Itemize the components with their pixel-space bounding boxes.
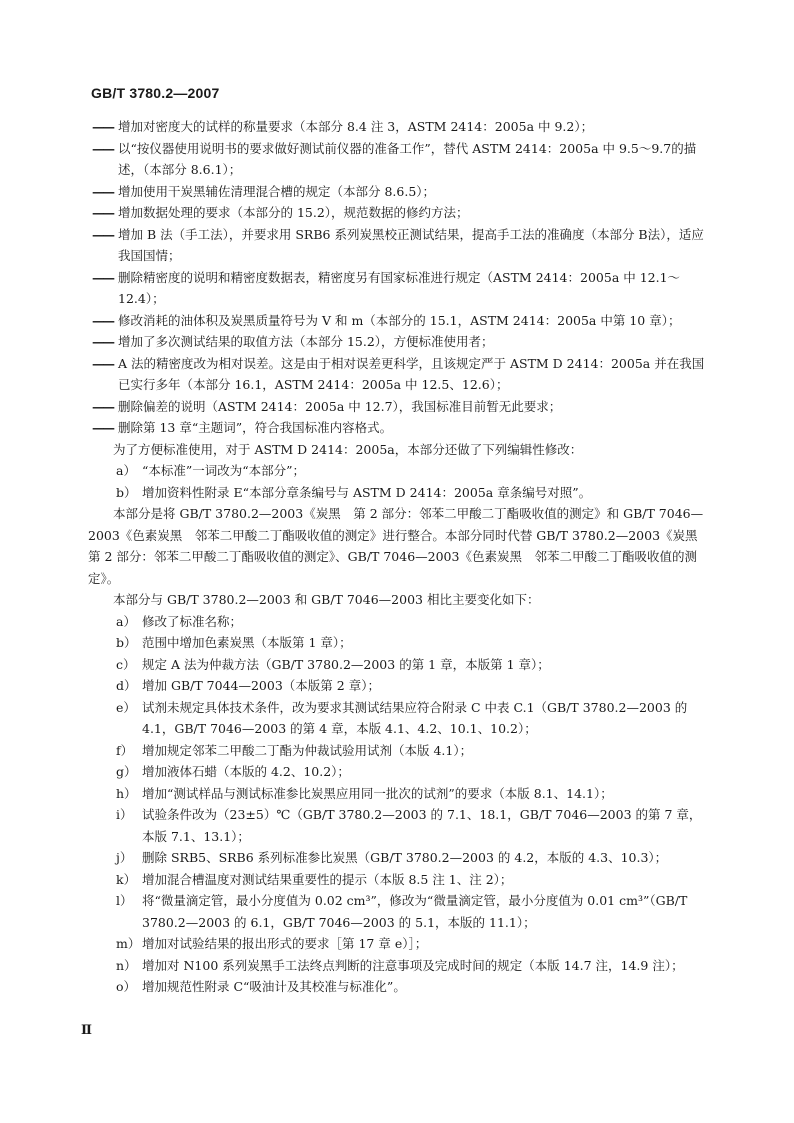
list-text: “本标准”一词改为“本部分”； (142, 463, 306, 478)
list-marker: d） (116, 678, 137, 693)
list-item (88, 783, 708, 805)
change-text: 增加 B 法（手工法），并要求用 SRB6 系列炭黑校正测试结果，提高手工法的准确度（本部分 B法），适应我国国情； (118, 226, 704, 263)
change-text: 增加数据处理的要求（本部分的 15.2），规范数据的修约方法； (118, 205, 469, 220)
list-item (88, 933, 708, 955)
list-marker: b） (116, 635, 137, 650)
list-text: 试剂未规定具体技术条件，改为要求其测试结果应符合附录 C 中表 C.1（GB/T 3780.2—2003 的 4.1，GB/T 7046—2003 的第 4 章，本版 4.1、4.2、10.1、10.2）； (142, 699, 688, 736)
change-item (88, 267, 708, 310)
list-marker: k） (116, 871, 137, 887)
list-marker: c） (116, 656, 136, 672)
list-item (88, 847, 708, 869)
change-text: 增加使用干炭黑辅佐清理混合槽的规定（本部分 8.6.5）； (118, 183, 436, 199)
list-item (88, 611, 708, 633)
change-text: 删除偏差的说明（ASTM 2414：2005a 中 12.7），我国标准目前暂无此要求； (118, 398, 562, 414)
change-item (88, 353, 708, 396)
change-text: 删除精密度的说明和精密度数据表，精密度另有国家标准进行规定（ASTM 2414：2005a 中 12.1～12.4）； (118, 269, 681, 306)
editorial-intro: 为了方便标准使用，对于 ASTM D 2414：2005a，本部分还做了下列编辑性修改： (113, 441, 583, 457)
dash-mark: —— (92, 334, 113, 349)
list-text: 增加对 N100 系列炭黑手工法终点判断的注意事项及完成时间的规定（本版 14.7 注，14.9 注）； (142, 957, 684, 973)
list-marker: g） (116, 764, 137, 779)
change-item (88, 417, 708, 439)
list-marker: b） (116, 484, 137, 500)
change-text: 以“按仪器使用说明书的要求做好测试前仪器的准备工作”，替代 ASTM 2414：2005a 中 9.5～9.7的描述，（本部分 8.6.1）； (118, 140, 697, 177)
list-text: 规定 A 法为仲裁方法（GB/T 3780.2—2003 的第 1 章，本版第 1 章）； (142, 656, 550, 672)
list-marker: m） (116, 936, 141, 951)
list-marker: n） (116, 957, 137, 973)
list-item (88, 976, 708, 998)
dash-mark: —— (92, 398, 113, 414)
page-number: Ⅱ (81, 1023, 91, 1038)
list-marker: h） (116, 785, 137, 801)
comparison-list (88, 611, 708, 998)
change-item (88, 396, 708, 418)
list-text: 范围中增加色素炭黑（本版第 1 章）； (142, 635, 352, 650)
list-item (88, 482, 708, 504)
list-text: 删除 SRB5、SRB6 系列标准参比炭黑（GB/T 3780.2—2003 的 4.2，本版的 4.3、10.3）； (142, 850, 668, 865)
list-item (88, 955, 708, 977)
list-item (88, 675, 708, 697)
list-item (88, 632, 708, 654)
list-text: 增加资料性附录 E“本部分章条编号与 ASTM D 2414：2005a 章条编号对照”。 (142, 484, 592, 500)
dash-mark: —— (92, 420, 113, 435)
dash-mark: —— (92, 226, 113, 242)
change-list (88, 116, 708, 439)
change-text: 增加对密度大的试样的称量要求（本部分 8.4 注 3，ASTM 2414：2005a 中 9.2）； (118, 119, 594, 134)
comparison-intro: 本部分与 GB/T 3780.2—2003 和 GB/T 7046—2003 相比主要变化如下： (113, 592, 540, 607)
list-text: 增加混合槽温度对测试结果重要性的提示（本版 8.5 注 1、注 2）； (142, 871, 513, 887)
list-marker: i） (116, 807, 133, 822)
dash-mark: —— (92, 269, 113, 285)
list-marker: a） (116, 463, 136, 478)
change-text: 增加了多次测试结果的取值方法（本部分 15.2），方便标准使用者； (118, 334, 494, 349)
dash-mark: —— (92, 119, 113, 134)
list-item (88, 890, 708, 933)
dash-mark: —— (92, 140, 113, 156)
change-text: 删除第 13 章“主题词”，符合我国标准内容格式。 (118, 420, 393, 435)
change-text: A 法的精密度改为相对误差。这是由于相对误差更科学，且该规定严于 ASTM D 2414：2005a 并在我国已实行多年（本部分 16.1，ASTM 2414：2005a 中 12.5、12.6）； (118, 355, 705, 392)
list-text: 增加对试验结果的报出形式的要求［第 17 章 e）］； (142, 936, 428, 951)
dash-mark: —— (92, 355, 113, 371)
list-text: 增加液体石蜡（本版的 4.2、10.2）； (142, 764, 350, 779)
foreword-content (88, 116, 711, 998)
list-item (88, 804, 708, 847)
change-item (88, 331, 708, 353)
change-item (88, 224, 708, 267)
integration-paragraph: 本部分是将 GB/T 3780.2—2003《炭黑 第 2 部分：邻苯二甲酸二丁酯吸收值的测定》和 GB/T 7046—2003《色素炭黑 邻苯二甲酸二丁酯吸收值的测定》进行整合。本部分同时代替 GB/T 3780.2—2003《炭黑 第 2 部分：邻苯二甲酸二丁酯吸收值的测定》、GB/T 7046—2003《色素炭黑 邻苯二甲酸二丁酯吸收值的测定》。 (88, 506, 711, 586)
dash-mark: —— (92, 312, 113, 328)
list-marker: f） (116, 742, 134, 758)
change-item (88, 116, 708, 138)
change-item (88, 202, 708, 224)
list-marker: e） (116, 699, 136, 715)
list-item (88, 869, 708, 891)
list-marker: o） (116, 979, 137, 994)
editorial-list (88, 460, 708, 503)
dash-mark: —— (92, 183, 113, 199)
list-text: 增加规定邻苯二甲酸二丁酯为仲裁试验用试剂（本版 4.1）； (142, 742, 473, 758)
list-item (88, 697, 708, 740)
list-item (88, 654, 708, 676)
list-text: 试验条件改为（23±5）℃（GB/T 3780.2—2003 的 7.1、18.1，GB/T 7046—2003 的第 7 章，本版 7.1、13.1）； (142, 807, 702, 844)
document-code: GB/T 3780.2—2007 (91, 85, 220, 101)
list-item (88, 740, 708, 762)
list-text: 将“微量滴定管，最小分度值为 0.02 cm³”，修改为“微量滴定管，最小分度值为 0.01 cm³”（GB/T 3780.2—2003 的 6.1，GB/T 7046—2003 的 5.1，本版的 11.1）； (142, 893, 688, 930)
change-item (88, 181, 708, 203)
list-marker: a） (116, 613, 136, 629)
list-item (88, 761, 708, 783)
list-marker: j） (116, 850, 133, 865)
list-item (88, 460, 708, 482)
list-text: 修改了标准名称； (142, 613, 243, 629)
change-item (88, 310, 708, 332)
change-text: 修改消耗的油体积及炭黑质量符号为 V 和 m（本部分的 15.1，ASTM 2414：2005a 中第 10 章）； (118, 312, 681, 328)
list-marker: l） (116, 893, 133, 908)
change-item (88, 138, 708, 181)
list-text: 增加“测试样品与测试标准参比炭黑应用同一批次的试剂”的要求（本版 8.1、14.1）； (142, 785, 613, 801)
list-text: 增加规范性附录 C“吸油计及其校准与标准化”。 (142, 979, 406, 994)
list-text: 增加 GB/T 7044—2003（本版第 2 章）； (142, 678, 380, 693)
dash-mark: —— (92, 205, 113, 220)
